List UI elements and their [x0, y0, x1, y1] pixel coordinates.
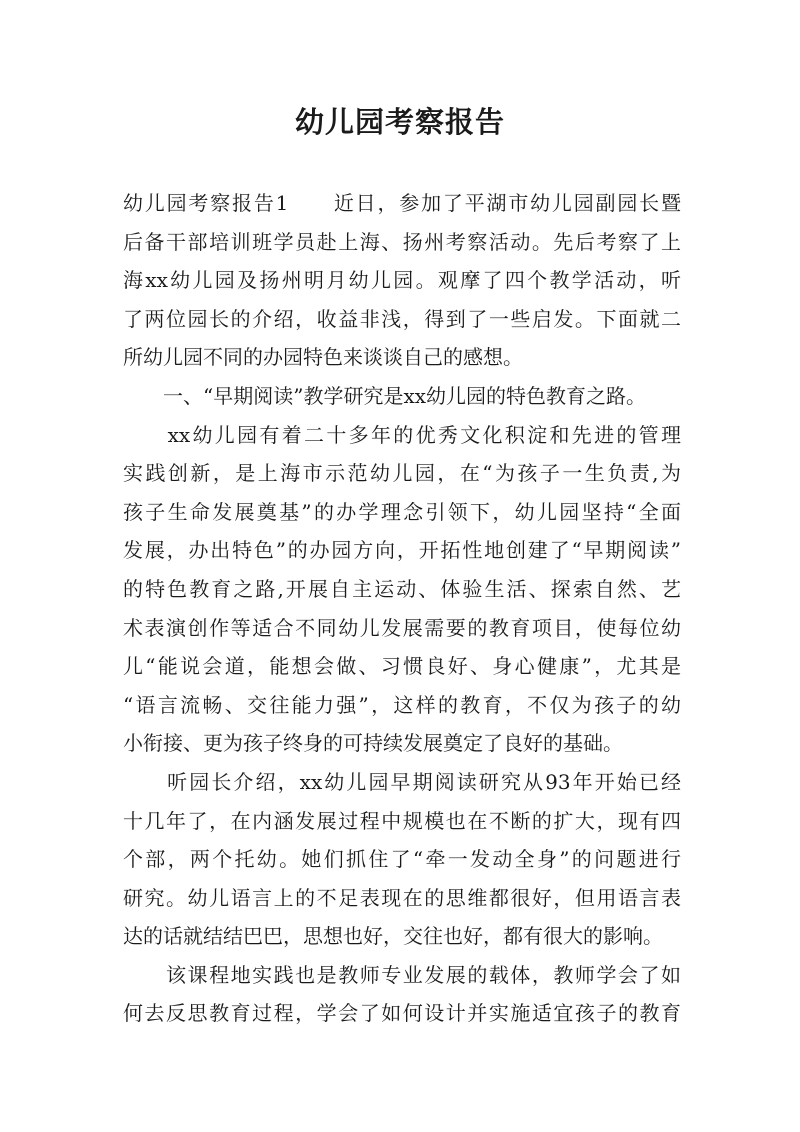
text-line: 孩子生命发展奠基”的办学理念引领下，幼儿园坚持“全面 — [123, 499, 681, 524]
text-line: 术表演创作等适合不同幼儿发展需要的教育项目，使每位幼 — [123, 615, 681, 640]
text-line: 所幼儿园不同的办园特色来谈谈自己的感想。 — [123, 345, 523, 370]
document-body — [123, 184, 681, 1033]
text-line: 达的话就结结巴巴，思想也好，交往也好，都有很大的影响。 — [123, 924, 663, 949]
text-line: 发展，办出特色”的办园方向，开拓性地创建了“早期阅读” — [123, 538, 681, 563]
section-heading: 一、“早期阅读”教学研究是xx幼儿园的特色教育之路。 — [123, 383, 647, 408]
text-line: 研究。幼儿语言上的不足表现在的思维都很好，但用语言表 — [123, 885, 681, 910]
text-line: 听园长介绍，xx幼儿园早期阅读研究从93年开始已经 — [123, 769, 681, 794]
text-line: 的特色教育之路,开展自主运动、体验生活、探索自然、艺 — [123, 576, 681, 601]
text-line: xx幼儿园有着二十多年的优秀文化积淀和先进的管理 — [123, 422, 681, 447]
text-line: 该课程地实践也是教师专业发展的载体，教师学会了如 — [123, 962, 681, 987]
text-line: 幼儿园考察报告1 近日，参加了平湖市幼儿园副园长暨 — [123, 191, 681, 215]
text-line: 实践创新，是上海市示范幼儿园，在“为孩子一生负责,为 — [123, 461, 681, 486]
text-line: 何去反思教育过程，学会了如何设计并实施适宜孩子的教育 — [123, 1001, 681, 1026]
text-line: 个部，两个托幼。她们抓住了“牵一发动全身”的问题进行 — [123, 847, 681, 872]
text-line: 了两位园长的介绍，收益非浅，得到了一些启发。下面就二 — [123, 306, 681, 331]
text-line: 后备干部培训班学员赴上海、扬州考察活动。先后考察了上 — [123, 229, 681, 254]
text-line: 海xx幼儿园及扬州明月幼儿园。观摩了四个教学活动，听 — [123, 268, 681, 293]
document-title: 幼儿园考察报告 — [294, 105, 505, 139]
text-line: “语言流畅、交往能力强”，这样的教育，不仅为孩子的幼 — [123, 692, 681, 717]
text-line: 十几年了，在内涵发展过程中规模也在不断的扩大，现有四 — [123, 808, 681, 833]
text-line: 儿“能说会道，能想会做、习惯良好、身心健康”，尤其是 — [123, 654, 681, 679]
text-line: 小衔接、更为孩子终身的可持续发展奠定了良好的基础。 — [123, 731, 623, 756]
